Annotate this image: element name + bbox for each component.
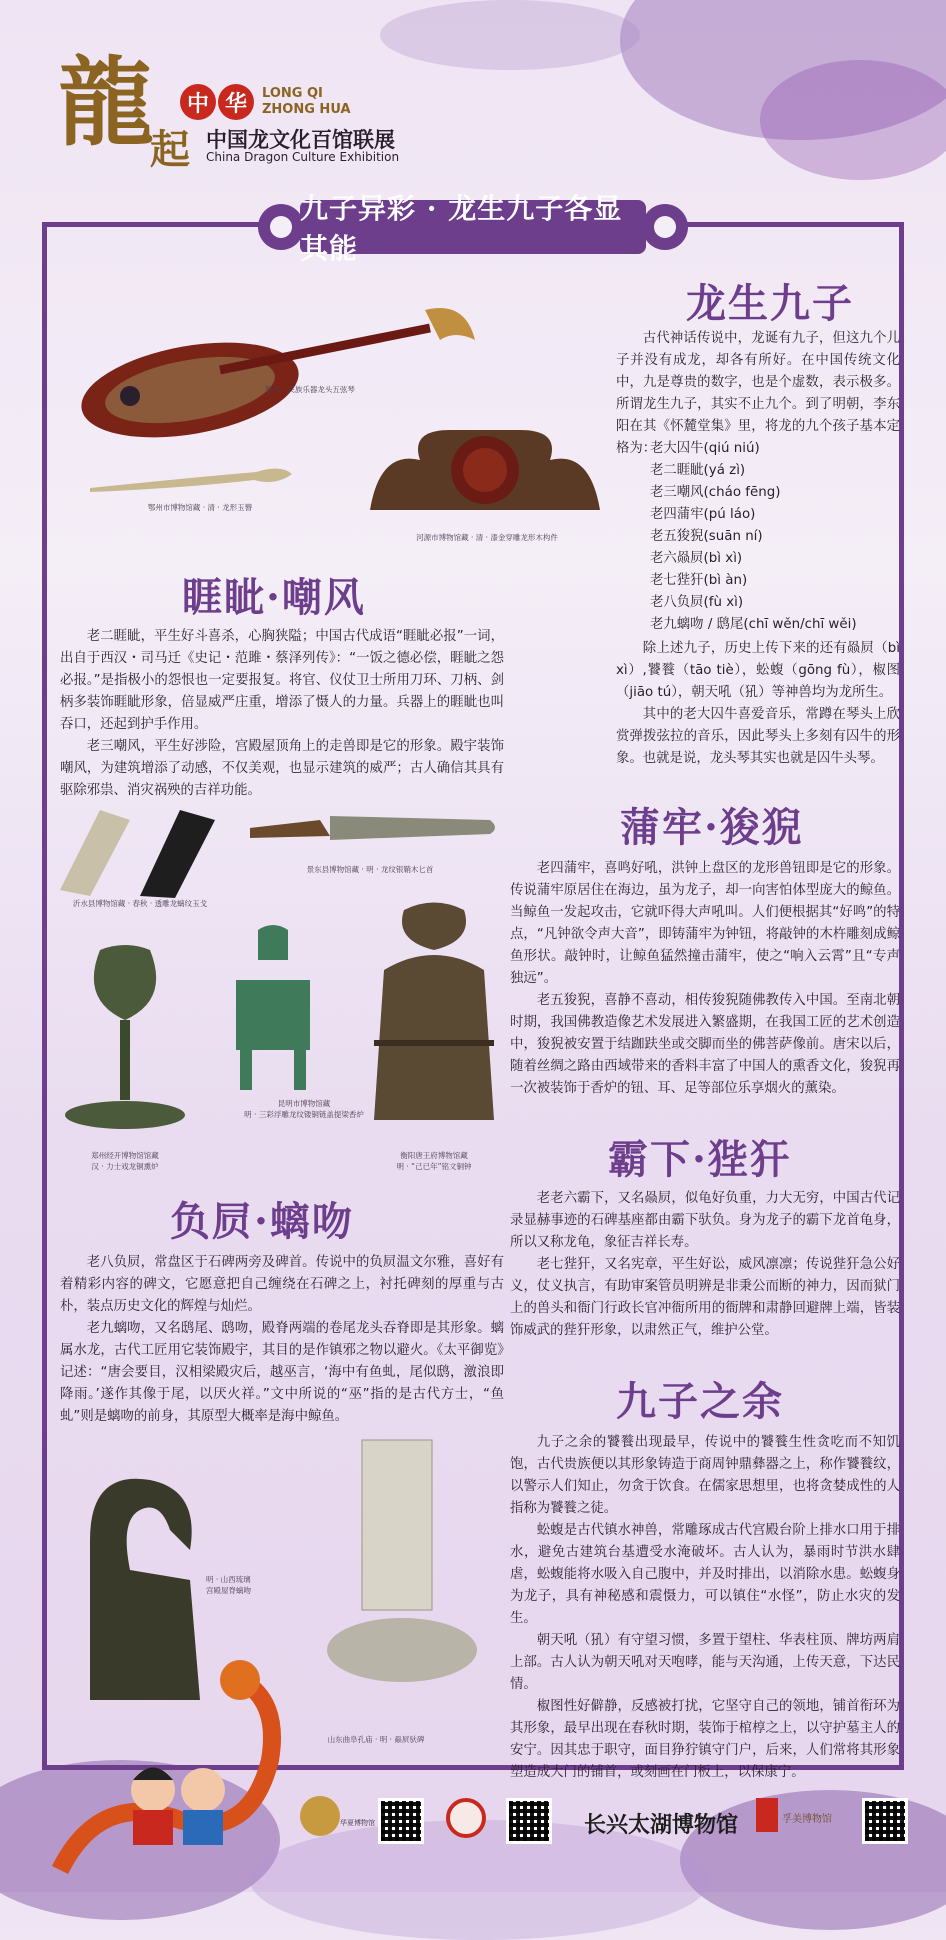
banner-swirl-right-icon [642,204,688,250]
caption-ridge: 明 · 山西琉璃 宫殿屋脊螭吻 [206,1575,251,1595]
logo-badge-zhong: 中 [180,84,216,120]
pulao-text [510,858,900,1100]
son-item: 老三嘲风(cháo fēng) [650,485,781,500]
jade-dagger-axe-image [50,800,230,904]
cloud-decoration [760,60,946,180]
rest-paragraph-2: 蚣蝮是古代镇水神兽，常雕琢成古代宫殿台阶上排水口用于排水，避免古建筑台基遭受水淹破坏。古人认为，暴雨时节洪水肆虐，蚣蝮能将水吸入自己腹中，并及时排出，以消除水患。蚣蝮身为龙子，具有神秘感和震慑力，可以镇住“水怪”，防止水灾的发生。 [510,1523,900,1626]
rest-paragraph-4: 椒图性好僻静，反感被打扰，它坚守自己的领地，铺首衔环为其形象，最早出现在春秋时期，装饰于棺椁之上，以守护墓主人的安宁。因其忠于职守，面目狰狞镇守门户，后来，人们常将其形象塑造成大门的铺首，或刻画在门板上，以保康宁。 [510,1699,900,1780]
logo-badge-hua: 华 [218,84,254,120]
caption-carving: 河源市博物馆藏 · 清 · 漆金穿雕龙形木构件 [416,533,558,542]
intro-paragraph-1: 古代神话传说中，龙诞有九子，但这九个儿子并没有成龙，却各有所好。在中国传统文化中，九是尊贵的数字，也是个虚数，表示极多。所谓龙生九子，其实不止九个。到了明朝，李东阳在其《怀麓堂集》里，将龙的九个孩子基本定格为： [616,331,900,456]
heading-long-sheng-jiu-zi: 龙生九子 [686,280,854,327]
intro-paragraph-3: 其中的老大囚牛喜爱音乐，常蹲在琴头上欣赏弹拨弦拉的音乐，因此琴头上多刻有囚牛的形象。也就是说，龙头琴其实也就是囚牛头琴。 [616,707,900,766]
son-item: 老五狻猊(suān ní) [650,529,763,544]
carved-wood-ornament-image [360,410,610,524]
qr-code-2 [506,1798,552,1844]
caption-censer: 昆明市博物馆藏 明 · 三彩浮雕龙纹镂铜链盖提梁香炉 [244,1099,364,1119]
heading-yazi-chaofeng: 睚眦·嘲风 [182,574,366,621]
logo-pinyin-2: ZHONG HUA [262,102,351,117]
baxia-text [510,1188,900,1342]
baxia-paragraph-2: 老七狴犴，又名宪章，平生好讼，威风凛凛；传说狴犴急公好义，仗义执言，有助审案管员明辨是非秉公而断的神力，因而狱门上的兽头和衙门行政长官冲衙所用的衙牌和肃静回避牌上端，皆装饰威武的狴犴形象，以肃然正气，维护公堂。 [510,1257,900,1338]
caption-stele: 山东曲阜孔庙 · 明 · 赑屃驮碑 [327,1735,425,1744]
silver-dagger-image [250,800,500,854]
intro-paragraph-2: 除上述九子，历史上传下来的还有赑屃（bì xì）,饕餮（tāo tiè），蚣蝮（gōng fù），椒图（jiāo tú），朝天吼（犼）等神兽均为龙所生。 [616,641,900,700]
museum-logo-1-text: 华夏博物馆 [340,1819,375,1827]
son-item: 老大囚牛(qiú niú) [650,441,760,456]
qr-code-1 [378,1798,424,1844]
heading-jiuzi-zhiyu: 九子之余 [616,1378,784,1425]
yazi-paragraph-1: 老二睚眦，平生好斗喜杀，心胸狭隘；中国古代成语“睚眦必报”一词，出自于西汉・司马迁《史记・范雎・蔡泽列传》：“一饭之德必偿，睚眦之怨必报。”是指极小的怨恨也一定要报复。将官、仪仗卫士所用刀环、刀柄、剑柄多装饰睚眦形象，倍显威严庄重，增添了慑人的力量。兵器上的睚眦也叫吞口，还起到护手作用。 [60,629,504,732]
logo-dragon-glyph: 龍 [58,46,154,159]
bronze-lamp-image [60,940,190,1144]
museum-name-changxing: 长兴太湖博物馆 [584,1812,739,1838]
caption-lamp: 郑州经开博物馆馆藏 汉 · 力士戏龙铜熏炉 [91,1151,159,1171]
son-item: 老九螭吻 / 鸱尾(chī wěn/chī wěi) [650,617,857,632]
banner-title: 九子异彩 · 龙生九子各显其能 [300,200,646,254]
caption-bell: 衡阳唐王府博物馆藏 明 · “己已年”铭文铜钟 [396,1151,472,1171]
qr-code-3 [862,1798,908,1844]
rest-paragraph-3: 朝天吼（犼）有守望习惯，多置于望柱、华表柱顶、牌坊两肩上部。古人认为朝天吼对天咆哮，能与天沟通，上传天意，下达民情。 [510,1633,900,1692]
logo-title-en: China Dragon Culture Exhibition [206,150,400,164]
pulao-paragraph-1: 老四蒲牢，喜鸣好吼，洪钟上盘区的龙形兽钮即是它的形象。传说蒲牢原居住在海边，虽为龙子，却一向害怕体型庞大的鲸鱼。当鲸鱼一发起攻击，它就吓得大声吼叫。人们便根据其“好鸣”的特点，“凡钟欲令声大音”，即铸蒲牢为钟钮，将敲钟的木杵雕刻成鲸鱼形状。敲钟时，让鲸鱼猛然撞击蒲牢，使之“响入云霄”且“专声独远”。 [510,861,900,986]
logo-title-cn: 中国龙文化百馆联展 [206,128,395,152]
museum-logo-4-text: 孚美博物馆 [782,1814,832,1825]
caption-jade: 沂水县博物馆藏 · 春秋 · 透雕龙螭纹玉戈 [72,899,208,908]
heading-baxia-bian: 霸下·狴犴 [608,1136,792,1183]
nine-sons-list [650,438,900,636]
son-item: 老七狴犴(bì àn) [650,573,748,588]
caption-hairpin: 鄂州市博物馆藏 · 清 · 龙形玉簪 [147,503,253,512]
rest-paragraph-1: 九子之余的饕餮出现最早，传说中的饕餮生性贪吃而不知饥饱，古代贵族便以其形象铸造于商周钟鼎彝器之上，称作饕餮纹，以警示人们知止，勿贪于饮食。在儒家思想里，也将贪婪成性的人指称为饕餮之徒。 [510,1435,900,1516]
cloud-decoration [380,0,640,70]
son-item: 老八负屃(fù xì) [650,595,744,610]
jade-hairpin-image [86,458,296,502]
fuxi-paragraph-1: 老八负屃，常盘区于石碑两旁及碑首。传说中的负屃温文尔雅，喜好有着精彩内容的碑文，它愿意把自己缠绕在石碑之上，衬托碑刻的厚重与古朴，装点历史文化的辉煌与灿烂。 [60,1255,504,1314]
logo-pinyin-1: LONG QI [262,86,323,101]
heading-fuxi-chiwen: 负屃·螭吻 [170,1198,354,1245]
bronze-bell-image [364,900,504,1144]
logo-rise-glyph: 起 [150,126,190,173]
museum-logo-2 [446,1798,486,1838]
fuxi-paragraph-2: 老九螭吻，又名鸱尾、鸱吻，殿脊两端的卷尾龙头吞脊即是其形象。螭属水龙，古代工匠用它装饰殿宇，其目的是作镇邪之物以避火。《太平御览》记述：“唐会要目，汉相梁殿灾后，越巫言，‘海中有鱼虬，尾似鸱，激浪即降雨。’遂作其像于尾，以厌火祥。”文中所说的“巫”指的是古代方士，“鱼虬”则是螭吻的前身，其原型大概率是海中鲸鱼。 [60,1321,504,1424]
son-item: 老六赑屃(bì xì) [650,551,743,566]
censer-image [218,920,328,1124]
yazi-paragraph-2: 老三嘲风，平生好涉险，宫殿屋顶角上的走兽即是它的形象。殿宇装饰嘲风，为建筑增添了动感，不仅美观，也显示建筑的威严；古人确信其具有驱除邪祟、消灾祸殃的吉祥功能。 [60,739,504,798]
caption-pipa: 现代 · 民族乐器龙头五弦琴 [265,385,355,394]
museum-logo-1 [300,1796,340,1836]
son-item: 老四蒲牢(pú láo) [650,507,756,522]
frame-top-left [42,222,272,227]
son-item: 老二睚眦(yá zì) [650,463,746,478]
intro-text-2 [616,638,900,770]
caption-dagger: 景东县博物馆藏 · 明 · 龙纹银鞘木匕首 [306,865,434,874]
heading-pulao-suanni: 蒲牢·狻猊 [620,804,804,851]
cartoon-children-illustration [118,1760,238,1854]
frame-top-right [674,222,904,227]
pulao-paragraph-2: 老五狻猊，喜静不喜动，相传狻猊随佛教传入中国。至南北朝时期，我国佛教造像艺术发展进入繁盛期，在我国工匠的艺术创造中，狻猊被安置于结跏趺坐或交脚而坐的佛菩萨像前。唐宋以后，随着丝绸之路由西域带来的香料丰富了中国人的熏香文化，狻猊再一次被装饰于香炉的钮、耳、足等部位乐享烟火的薰染。 [510,993,900,1096]
fuxi-text [60,1252,504,1428]
banner-swirl-left-icon [258,204,304,250]
turtle-stele-image [322,1430,492,1694]
museum-logo-4 [756,1798,778,1832]
baxia-paragraph-1: 老老六霸下，又名赑屃，似龟好负重，力大无穷，中国古代记录显赫事迹的石碑基座都由霸下驮负。身为龙子的霸下龙首龟身，所以又称龙龟，象征吉祥长寿。 [510,1191,900,1250]
yazi-text [60,626,504,802]
rest-text [510,1432,900,1784]
